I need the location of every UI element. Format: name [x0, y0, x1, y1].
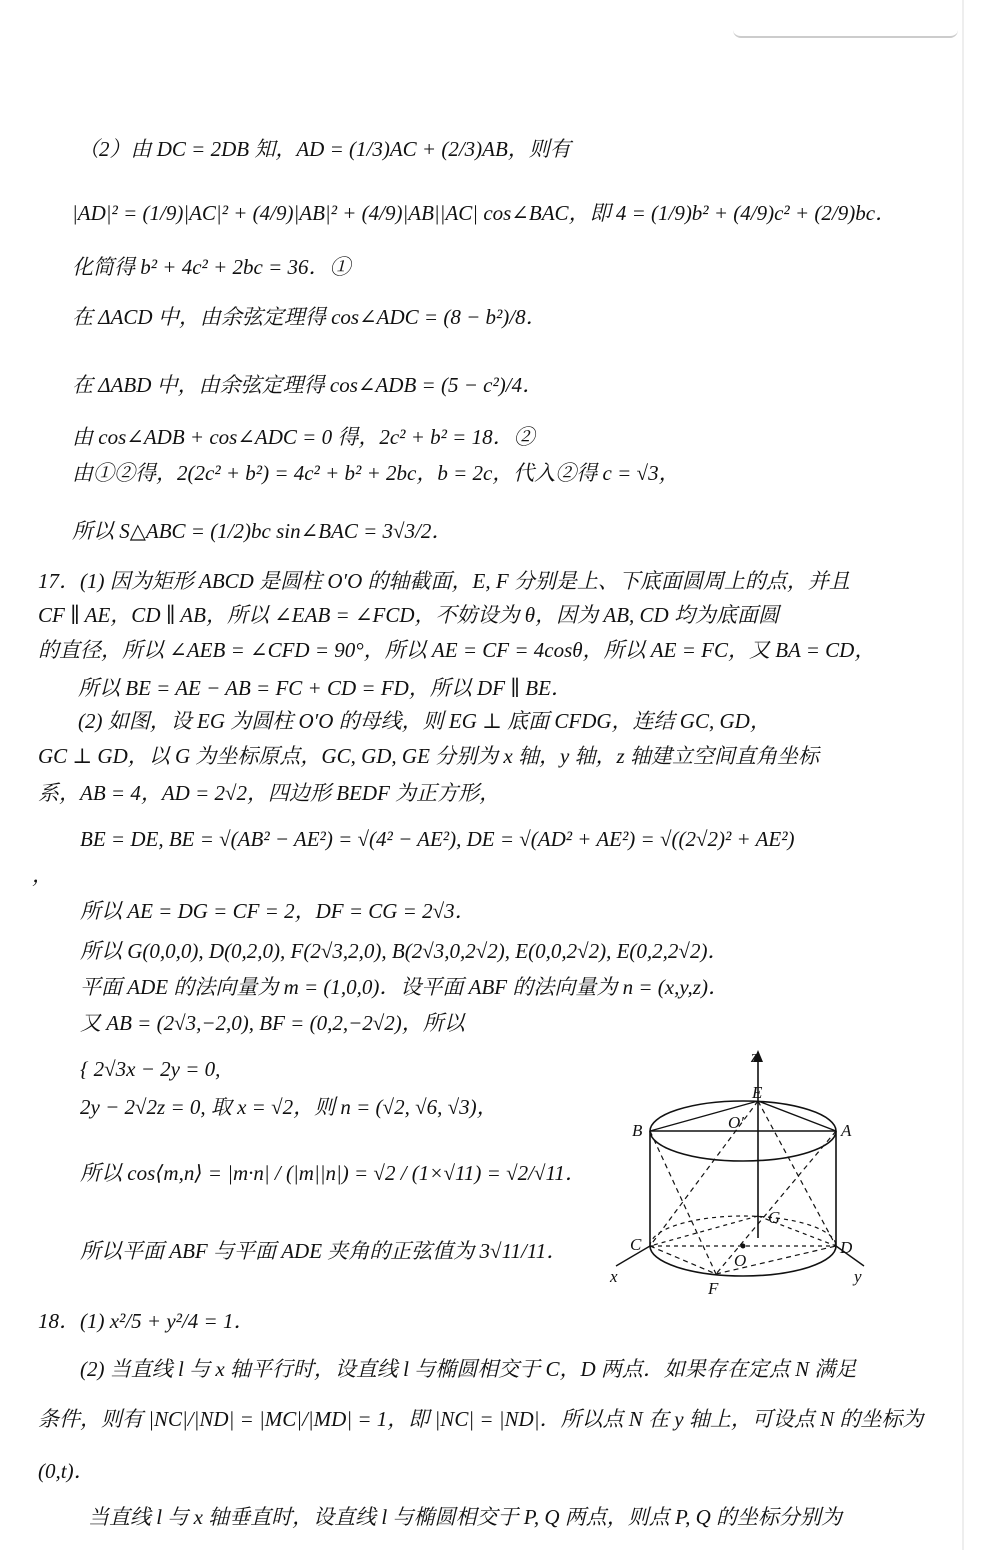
line-23: 2y − 2√2z = 0, 取 x = √2，则 n = (√2, √6, √3)，	[80, 1095, 498, 1119]
label-z: z	[751, 1048, 758, 1066]
line-25: 所以平面 ABF 与平面 ADE 夹角的正弦值为 3√11/11．	[80, 1239, 568, 1263]
line-24: 所以 cos⟨m,n⟩ = |m·n| / (|m||n|) = √2 / (1×√11) = √2/√11．	[80, 1161, 586, 1185]
label-y: y	[854, 1267, 862, 1286]
line-30: 当直线 l 与 x 轴垂直时，设直线 l 与椭圆相交于 P, Q 两点，则点 P, Q 的坐标分别为	[88, 1505, 843, 1529]
line-17: ，	[32, 863, 53, 887]
label-o: O	[734, 1251, 747, 1270]
line-1: （2）由 DC = 2DB 知，AD = (1/3)AC + (2/3)AB，则有	[78, 137, 571, 161]
line-27: (2) 当直线 l 与 x 轴平行时，设直线 l 与椭圆相交于 C，D 两点．如果存在定点 N 满足	[80, 1357, 857, 1381]
label-b: B	[632, 1121, 643, 1140]
line-11: 的直径，所以 ∠AEB = ∠CFD = 90°，所以 AE = CF = 4cosθ，所以 AE = FC，又 BA = CD，	[38, 638, 876, 662]
label-d: D	[840, 1238, 853, 1257]
label-c: C	[630, 1235, 642, 1254]
line-29: (0,t)．	[38, 1459, 95, 1483]
line-18: 所以 AE = DG = CF = 2，DF = CG = 2√3．	[80, 899, 476, 923]
cylinder-diagram	[608, 1048, 898, 1298]
line-5: 在 ΔABD 中，由余弦定理得 cos∠ADB = (5 − c²)/4．	[72, 373, 544, 397]
scan-edge-mark	[733, 30, 958, 38]
label-x: x	[610, 1267, 618, 1286]
line-28: 条件，则有 |NC|/|ND| = |MC|/|MD| = 1，即 |NC| = |ND|．所以点 N 在 y 轴上，可设点 N 的坐标为	[38, 1407, 924, 1431]
label-f: F	[708, 1279, 719, 1298]
line-8: 所以 S△ABC = (1/2)bc sin∠BAC = 3√3/2．	[72, 519, 453, 543]
line-6: 由 cos∠ADB + cos∠ADC = 0 得，2c² + b² = 18．②	[72, 425, 535, 449]
line-21: 又 AB = (2√3,−2,0), BF = (0,2,−2√2)，所以	[80, 1011, 465, 1035]
cylinder-figure	[608, 1048, 898, 1302]
line-14: GC ⊥ GD，以 G 为坐标原点，GC, GD, GE 分别为 x 轴，y 轴，z 轴建立空间直角坐标	[38, 744, 819, 768]
label-g: G	[768, 1208, 781, 1227]
label-e: E	[752, 1083, 763, 1102]
line-4: 在 ΔACD 中，由余弦定理得 cos∠ADC = (8 − b²)/8．	[72, 305, 547, 329]
center-point-o	[741, 1244, 746, 1249]
line-12: 所以 BE = AE − AB = FC + CD = FD，所以 DF ∥ BE．	[78, 676, 572, 700]
line-15: 系，AB = 4，AD = 2√2，四边形 BEDF 为正方形，	[38, 781, 501, 805]
line-3: 化简得 b² + 4c² + 2bc = 36．①	[72, 255, 351, 279]
line-16: BE = DE, BE = √(AB² − AE²) = √(4² − AE²), DE = √(AD² + AE²) = √((2√2)² + AE²)	[80, 827, 795, 851]
page-right-edge	[962, 0, 964, 1550]
line-22: { 2√3x − 2y = 0,	[80, 1057, 221, 1081]
line-19: 所以 G(0,0,0), D(0,2,0), F(2√3,2,0), B(2√3,0,2√2), E(0,0,2√2), E(0,2,2√2)．	[80, 939, 729, 963]
line-9: 17．(1) 因为矩形 ABCD 是圆柱 O′O 的轴截面，E, F 分别是上、下底面圆周上的点，并且	[38, 569, 850, 593]
segment-gc	[650, 1216, 758, 1246]
line-7: 由①②得，2(2c² + b²) = 4c² + b² + 2bc，b = 2c，代入②得 c = √3，	[72, 461, 680, 485]
line-13: (2) 如图，设 EG 为圆柱 O′O 的母线，则 EG ⊥ 底面 CFDG，连结 GC, GD，	[78, 709, 771, 733]
line-10: CF ∥ AE，CD ∥ AB，所以 ∠EAB = ∠FCD，不妨设为 θ，因为 AB, CD 均为底面圆	[38, 603, 779, 627]
line-26: 18．(1) x²/5 + y²/4 = 1．	[38, 1309, 255, 1333]
line-20: 平面 ADE 的法向量为 m = (1,0,0)．设平面 ABF 的法向量为 n = (x,y,z)．	[80, 975, 729, 999]
line-2: |AD|² = (1/9)|AC|² + (4/9)|AB|² + (4/9)|AB||AC| cos∠BAC，即 4 = (1/9)b² + (4/9)c² + (2/9)bc．	[72, 201, 897, 225]
label-o-prime: O′	[728, 1113, 744, 1132]
label-a: A	[841, 1121, 852, 1140]
